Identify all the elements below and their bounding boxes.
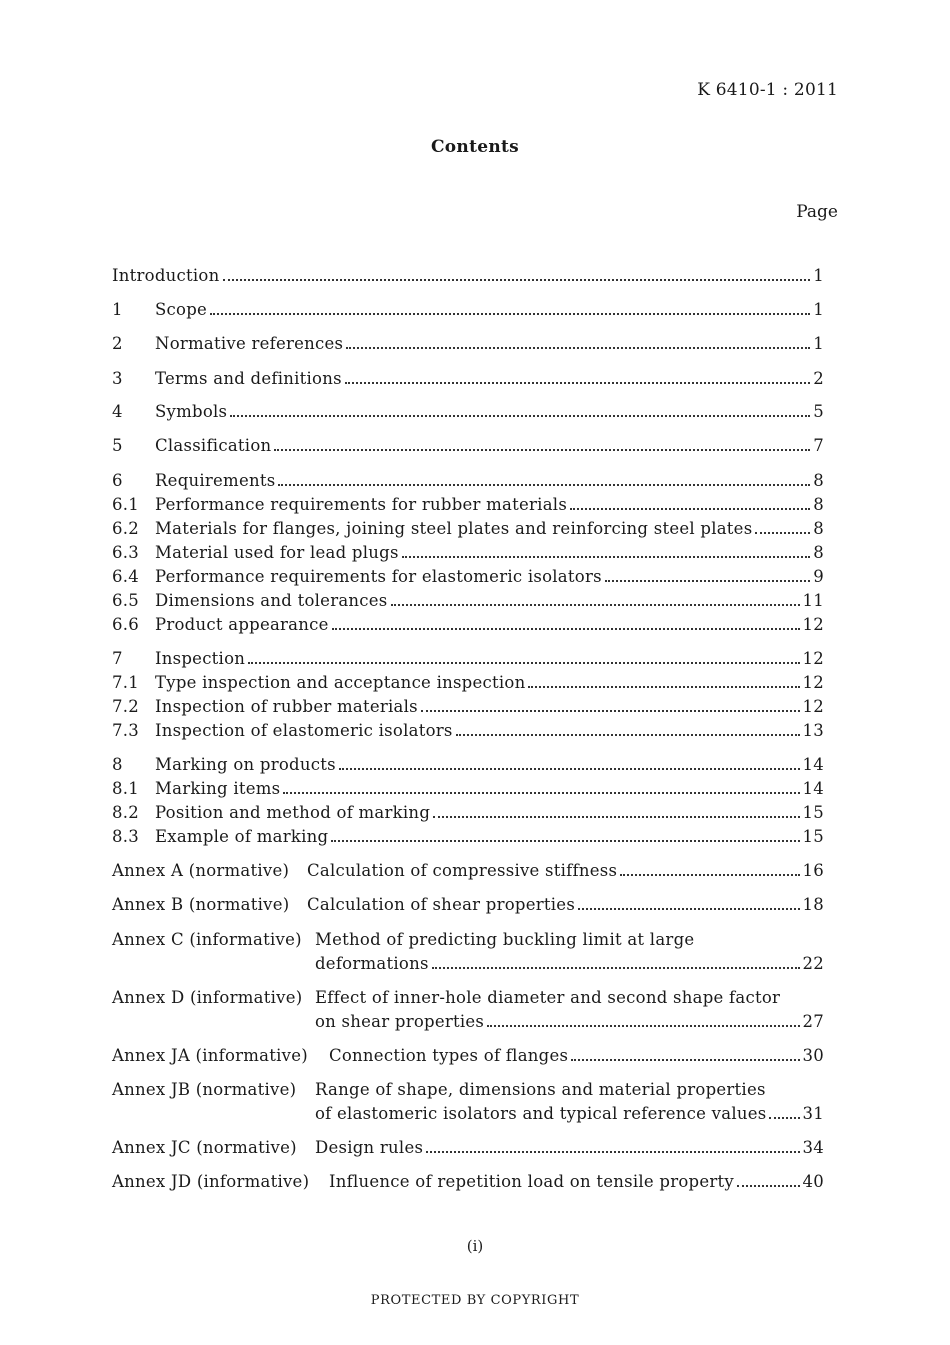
toc-number: 5 bbox=[112, 436, 123, 455]
page-column-label: Page bbox=[796, 202, 838, 222]
toc-page: 2 bbox=[813, 369, 824, 388]
annex-title-continuation: of elastomeric isolators and typical reference values bbox=[315, 1104, 767, 1123]
toc-leader bbox=[402, 556, 811, 558]
toc-leader bbox=[332, 628, 800, 630]
footer-page-number: (i) bbox=[466, 1237, 484, 1255]
toc-entry[interactable] bbox=[112, 587, 824, 611]
toc-page: 8 bbox=[813, 471, 824, 490]
toc-number: 2 bbox=[112, 334, 123, 353]
toc-entry[interactable] bbox=[112, 365, 824, 389]
toc-leader bbox=[432, 967, 800, 969]
toc-label: Marking on products bbox=[155, 755, 336, 774]
toc-leader bbox=[223, 279, 811, 281]
toc-page: 1 bbox=[813, 300, 824, 319]
annex-name: Annex B (normative) bbox=[112, 895, 290, 914]
toc-entry[interactable] bbox=[112, 751, 824, 775]
toc-leader bbox=[230, 415, 810, 417]
toc-leader bbox=[620, 874, 799, 876]
toc-label: Normative references bbox=[155, 334, 344, 353]
toc-label: Materials for flanges, joining steel plates and reinforcing steel plates bbox=[155, 519, 753, 538]
toc-number: 7.2 bbox=[112, 697, 139, 716]
toc-entry[interactable] bbox=[112, 799, 824, 823]
annex-name: Annex JD (informative) bbox=[112, 1172, 310, 1191]
toc-annex-c-continuation[interactable] bbox=[315, 950, 824, 974]
annex-title: Calculation of shear properties bbox=[307, 895, 576, 914]
annex-name: Annex A (normative) bbox=[112, 861, 290, 880]
toc-entry[interactable] bbox=[112, 330, 824, 354]
toc-page: 18 bbox=[802, 895, 824, 914]
toc-number: 8 bbox=[112, 755, 123, 774]
toc-annex-ja[interactable] bbox=[112, 1042, 824, 1066]
toc-number: 1 bbox=[112, 300, 123, 319]
toc-number: 6 bbox=[112, 471, 123, 490]
toc-entry[interactable] bbox=[112, 563, 824, 587]
toc-page: 7 bbox=[813, 436, 824, 455]
toc-label: Material used for lead plugs bbox=[155, 543, 399, 562]
toc-page: 8 bbox=[813, 495, 824, 514]
toc-page: 13 bbox=[802, 721, 824, 740]
toc-entry[interactable] bbox=[112, 539, 824, 563]
toc-label: Example of marking bbox=[155, 827, 329, 846]
toc-page: 8 bbox=[813, 543, 824, 562]
toc-entry[interactable] bbox=[112, 823, 824, 847]
toc-leader bbox=[570, 508, 810, 510]
toc-number: 8.1 bbox=[112, 779, 139, 798]
toc-entry[interactable] bbox=[112, 467, 824, 491]
toc-label: Performance requirements for elastomeric isolators bbox=[155, 567, 602, 586]
toc-page: 14 bbox=[802, 755, 824, 774]
copyright-notice: PROTECTED BY COPYRIGHT bbox=[370, 1293, 580, 1308]
toc-page: 14 bbox=[802, 779, 824, 798]
toc-number: 6.3 bbox=[112, 543, 139, 562]
annex-title: Method of predicting buckling limit at large bbox=[315, 930, 695, 949]
annex-name: Annex C (informative) bbox=[112, 930, 302, 949]
toc-leader bbox=[278, 484, 810, 486]
toc-label: Terms and definitions bbox=[155, 369, 342, 388]
toc-label: Introduction bbox=[112, 266, 220, 285]
page-title: Contents bbox=[430, 137, 520, 157]
toc-label: Marking items bbox=[155, 779, 281, 798]
toc-annex-jb-continuation[interactable] bbox=[315, 1100, 824, 1124]
document-code: K 6410-1 : 2011 bbox=[697, 80, 838, 100]
toc-annex-jc[interactable] bbox=[112, 1134, 824, 1158]
toc-leader bbox=[528, 686, 799, 688]
toc-annex-c[interactable] bbox=[112, 930, 694, 950]
annex-title: Effect of inner-hole diameter and second shape factor bbox=[315, 988, 781, 1007]
toc-leader bbox=[571, 1059, 799, 1061]
toc-entry[interactable] bbox=[112, 398, 824, 422]
toc-annex-d-continuation[interactable] bbox=[315, 1008, 824, 1032]
toc-page: 34 bbox=[802, 1138, 824, 1157]
toc-label: Scope bbox=[155, 300, 208, 319]
toc-number: 7.1 bbox=[112, 673, 139, 692]
toc-leader bbox=[339, 768, 800, 770]
toc-number: 3 bbox=[112, 369, 123, 388]
annex-name: Annex D (informative) bbox=[112, 988, 303, 1007]
toc-label: Inspection of elastomeric isolators bbox=[155, 721, 453, 740]
toc-page: 40 bbox=[802, 1172, 824, 1191]
toc-number: 6.1 bbox=[112, 495, 139, 514]
toc-annex-a[interactable] bbox=[112, 857, 824, 881]
toc-leader bbox=[426, 1151, 799, 1153]
toc-leader bbox=[737, 1185, 800, 1187]
toc-leader bbox=[578, 908, 799, 910]
toc-entry[interactable] bbox=[112, 645, 824, 669]
toc-annex-jb[interactable] bbox=[112, 1080, 766, 1100]
toc-page: 16 bbox=[802, 861, 824, 880]
annex-title: Influence of repetition load on tensile property bbox=[329, 1172, 734, 1191]
toc-annex-b[interactable] bbox=[112, 891, 824, 915]
annex-title: Design rules bbox=[315, 1138, 424, 1157]
toc-leader bbox=[391, 604, 800, 606]
toc-label: Dimensions and tolerances bbox=[155, 591, 388, 610]
toc-page: 30 bbox=[802, 1046, 824, 1065]
toc-leader bbox=[769, 1117, 799, 1119]
annex-name: Annex JB (normative) bbox=[112, 1080, 297, 1099]
toc-label: Requirements bbox=[155, 471, 276, 490]
toc-entry[interactable] bbox=[112, 717, 824, 741]
annex-title: Calculation of compressive stiffness bbox=[307, 861, 618, 880]
toc-page: 5 bbox=[813, 402, 824, 421]
toc-page: 12 bbox=[802, 615, 824, 634]
toc-leader bbox=[283, 792, 799, 794]
toc-page: 12 bbox=[802, 673, 824, 692]
toc-leader bbox=[605, 580, 810, 582]
toc-label: Inspection of rubber materials bbox=[155, 697, 418, 716]
toc-label: Performance requirements for rubber materials bbox=[155, 495, 568, 514]
toc-number: 6.6 bbox=[112, 615, 139, 634]
toc-leader bbox=[487, 1025, 799, 1027]
annex-title: Connection types of flanges bbox=[329, 1046, 569, 1065]
toc-page: 12 bbox=[802, 697, 824, 716]
toc-page: 31 bbox=[802, 1104, 824, 1123]
annex-title-continuation: deformations bbox=[315, 954, 429, 973]
toc-entry[interactable] bbox=[112, 693, 824, 717]
toc-number: 6.2 bbox=[112, 519, 139, 538]
toc-page: 1 bbox=[813, 334, 824, 353]
toc-entry[interactable] bbox=[112, 775, 824, 799]
toc-label: Inspection bbox=[155, 649, 246, 668]
toc-annex-d[interactable] bbox=[112, 988, 780, 1008]
toc-entry[interactable] bbox=[112, 491, 824, 515]
toc-number: 4 bbox=[112, 402, 123, 421]
toc-label: Symbols bbox=[155, 402, 228, 421]
toc-entry[interactable] bbox=[112, 296, 824, 320]
toc-number: 6.4 bbox=[112, 567, 139, 586]
toc-entry[interactable] bbox=[112, 432, 824, 456]
toc-label: Position and method of marking bbox=[155, 803, 431, 822]
toc-page: 15 bbox=[802, 803, 824, 822]
toc-number: 8.3 bbox=[112, 827, 139, 846]
toc-leader bbox=[248, 662, 799, 664]
toc-page: 15 bbox=[802, 827, 824, 846]
toc-leader bbox=[421, 710, 800, 712]
toc-page: 1 bbox=[813, 266, 824, 285]
toc-leader bbox=[274, 449, 810, 451]
toc-leader bbox=[456, 734, 800, 736]
annex-name: Annex JC (normative) bbox=[112, 1138, 297, 1157]
annex-name: Annex JA (informative) bbox=[112, 1046, 308, 1065]
toc-page: 22 bbox=[802, 954, 824, 973]
toc-page: 27 bbox=[802, 1012, 824, 1031]
toc-leader bbox=[433, 816, 799, 818]
toc-page: 9 bbox=[813, 567, 824, 586]
toc-entry[interactable] bbox=[112, 611, 824, 635]
toc-label: Type inspection and acceptance inspection bbox=[155, 673, 526, 692]
toc-number: 6.5 bbox=[112, 591, 139, 610]
toc-leader bbox=[210, 313, 810, 315]
annex-title: Range of shape, dimensions and material properties bbox=[315, 1080, 766, 1099]
toc-number: 8.2 bbox=[112, 803, 139, 822]
toc-entry-introduction[interactable] bbox=[112, 262, 824, 286]
toc-label: Classification bbox=[155, 436, 272, 455]
toc-number: 7.3 bbox=[112, 721, 139, 740]
toc-entry[interactable] bbox=[112, 515, 824, 539]
toc-page: 8 bbox=[813, 519, 824, 538]
toc-page: 12 bbox=[802, 649, 824, 668]
toc-annex-jd[interactable] bbox=[112, 1168, 824, 1192]
toc-entry[interactable] bbox=[112, 669, 824, 693]
toc-leader bbox=[755, 532, 810, 534]
toc-leader bbox=[346, 347, 810, 349]
toc-leader bbox=[345, 382, 810, 384]
toc-page: 11 bbox=[802, 591, 824, 610]
toc-number: 7 bbox=[112, 649, 123, 668]
toc-leader bbox=[331, 840, 799, 842]
annex-title-continuation: on shear properties bbox=[315, 1012, 485, 1031]
toc-label: Product appearance bbox=[155, 615, 329, 634]
